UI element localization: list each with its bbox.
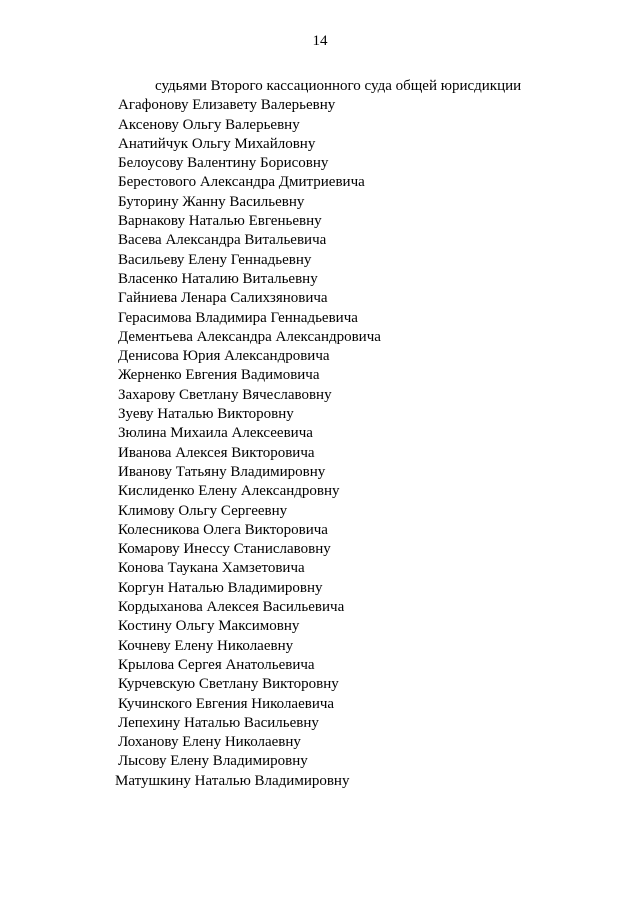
judge-name: Лоханову Елену Николаевну	[118, 734, 301, 751]
intro-line: судьями Второго кассационного суда общей юрисдикции	[155, 78, 522, 94]
judge-name: Комарову Инессу Станиславовну	[118, 541, 331, 558]
judge-name: Денисова Юрия Александровича	[118, 348, 330, 365]
judge-name: Иванову Татьяну Владимировну	[118, 463, 326, 480]
judge-name: Матушкину Наталью Владимировну	[115, 772, 350, 789]
judge-name: Берестового Александра Дмитриевича	[118, 174, 365, 191]
judge-name: Анатийчук Ольгу Михайловну	[118, 135, 316, 152]
judge-name: Дементьева Александра Александровича	[118, 328, 381, 345]
judge-name-list	[115, 96, 381, 791]
judge-name: Лысову Елену Владимировну	[118, 753, 308, 770]
judge-name: Лепехину Наталью Васильевну	[118, 714, 319, 731]
judge-name: Костину Ольгу Максимовну	[118, 618, 300, 635]
page-number: 14	[312, 33, 328, 49]
judge-name: Васильеву Елену Геннадьевну	[118, 251, 312, 268]
judge-name: Захарову Светлану Вячеславовну	[118, 386, 332, 403]
judge-name: Зуеву Наталью Викторовну	[118, 406, 294, 423]
judge-name: Буторину Жанну Васильевну	[118, 193, 305, 210]
judge-name: Агафонову Елизавету Валерьевну	[118, 97, 336, 114]
judge-name: Коргун Наталью Владимировну	[118, 579, 323, 596]
judge-name: Кучинского Евгения Николаевича	[118, 695, 335, 712]
judge-name: Кислиденко Елену Александровну	[118, 483, 340, 500]
judge-name: Курчевскую Светлану Викторовну	[118, 676, 339, 693]
judge-name: Власенко Наталию Витальевну	[118, 270, 318, 287]
judge-name: Гайниева Ленара Салихзяновича	[118, 290, 328, 307]
judge-name: Колесникова Олега Викторовича	[118, 521, 328, 538]
judge-name: Варнакову Наталью Евгеньевну	[118, 213, 322, 230]
judge-name: Аксенову Ольгу Валерьевну	[118, 116, 300, 133]
judge-name: Климову Ольгу Сергеевну	[118, 502, 288, 519]
judge-name: Кордыханова Алексея Васильевича	[118, 599, 345, 616]
judge-name: Васева Александра Витальевича	[118, 232, 327, 249]
judge-name: Кочневу Елену Николаевну	[118, 637, 294, 654]
judge-name: Герасимова Владимира Геннадьевича	[118, 309, 358, 326]
judge-name: Иванова Алексея Викторовича	[118, 444, 315, 461]
judge-name: Конова Таукана Хамзетовича	[118, 560, 305, 577]
judge-name: Крылова Сергея Анатольевича	[118, 656, 315, 673]
judge-name: Белоусову Валентину Борисовну	[118, 155, 329, 172]
judge-name: Жерненко Евгения Вадимовича	[118, 367, 320, 384]
judge-name: Зюлина Михаила Алексеевича	[118, 425, 313, 442]
